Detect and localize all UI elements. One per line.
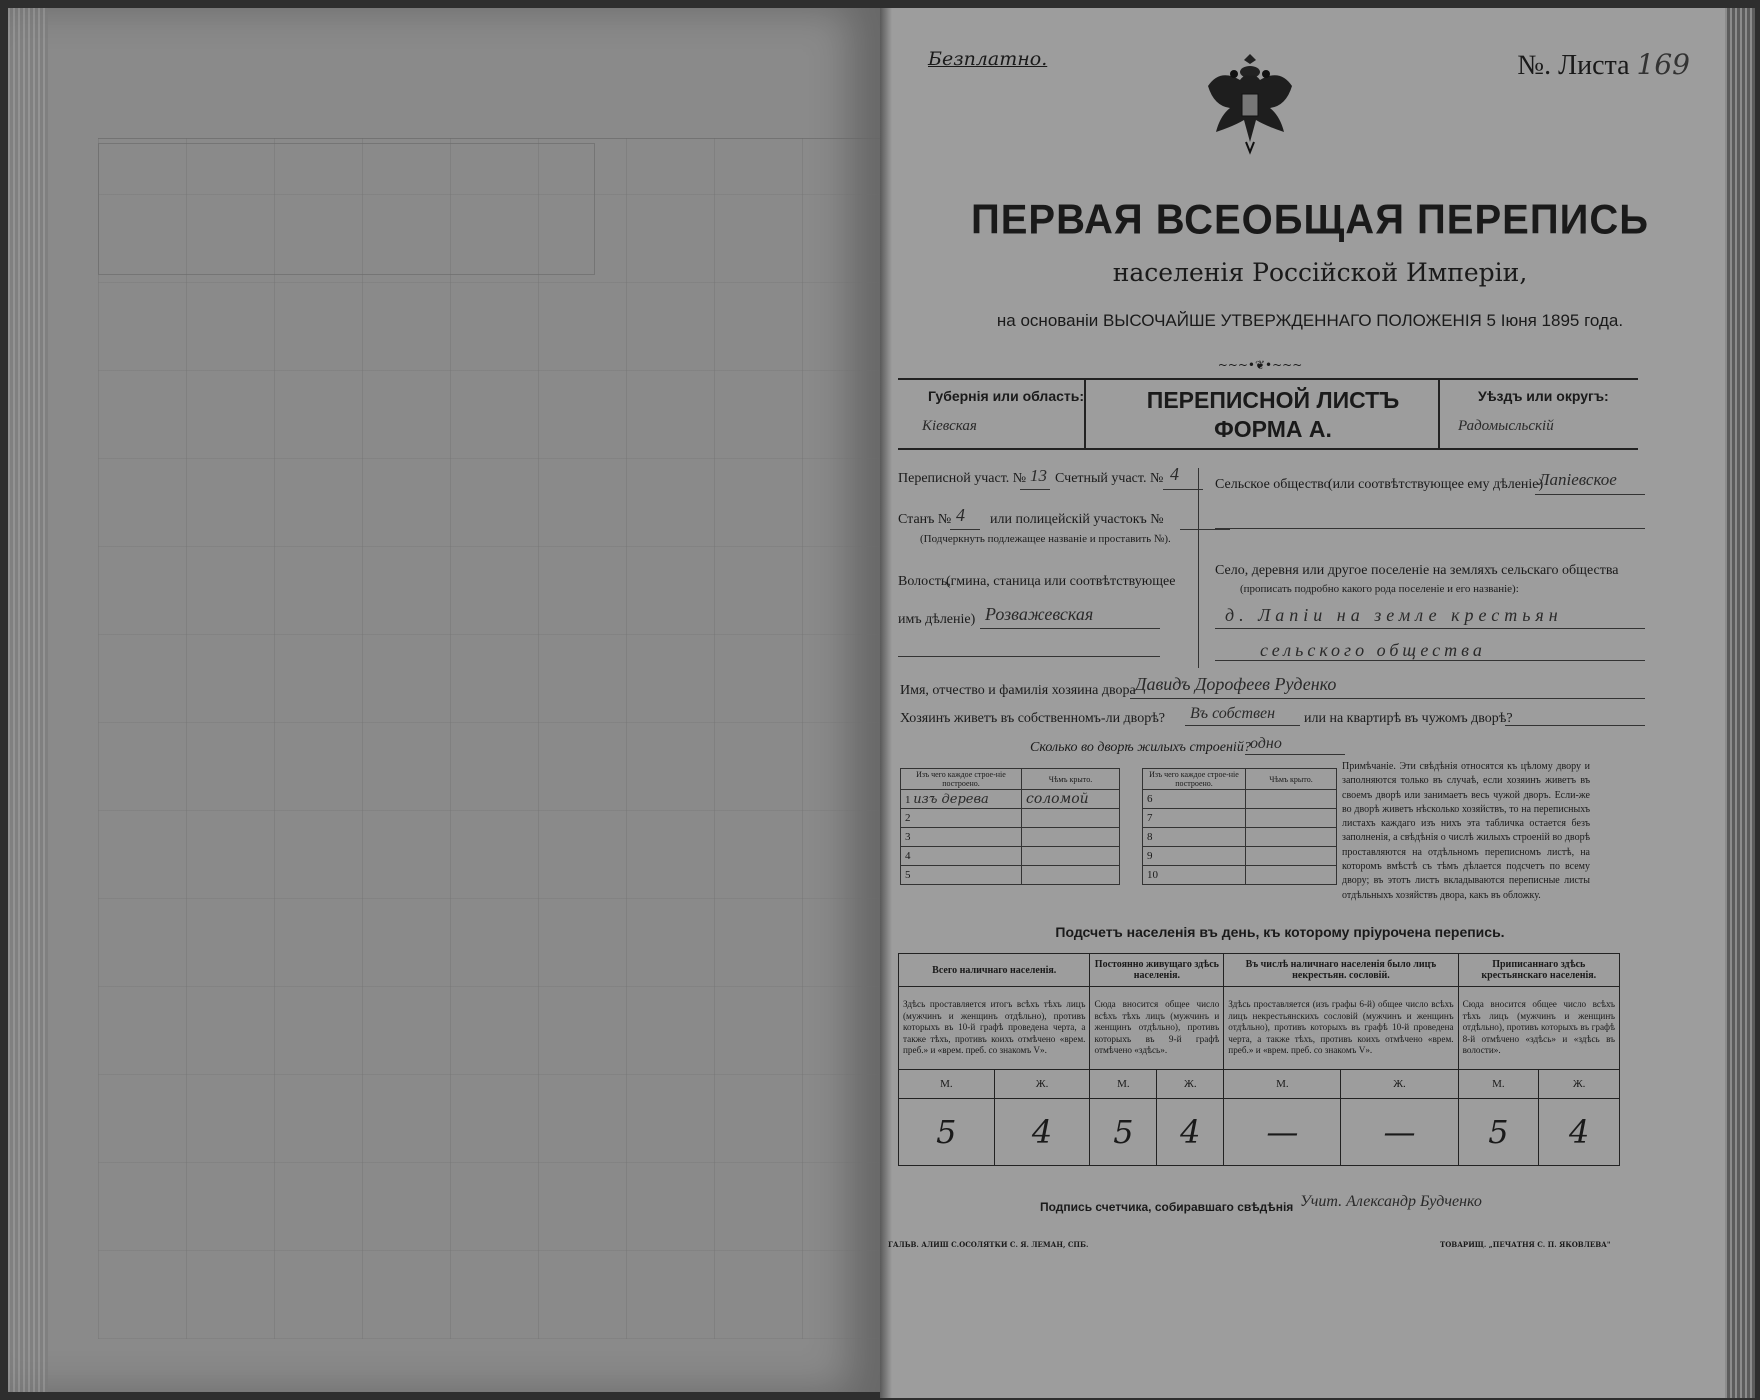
police-precinct-label: или полицейскій участокъ № xyxy=(990,512,1164,527)
buildings-table-right xyxy=(1142,768,1337,885)
table-row xyxy=(1143,866,1337,885)
row-number: 10 xyxy=(1143,866,1246,885)
col-description: Здѣсь проставляется итогъ всѣхъ тѣхъ лицъ (мужчинъ и женщинъ отдѣльно), противъ которыхъ въ 10-й графѣ проведена черта, а также тѣхъ, противъ коихъ отмѣчено «врем. преб.» и «врем. преб. со знакомъ V». xyxy=(899,987,1090,1070)
census-form-page xyxy=(880,8,1735,1398)
stan-label: Станъ № xyxy=(898,512,952,527)
form-name xyxy=(1098,386,1448,444)
male-header: М. xyxy=(899,1070,995,1099)
table-row xyxy=(1143,790,1337,809)
table-row xyxy=(901,828,1120,847)
page-stack-edge xyxy=(1725,8,1755,1398)
volost-paren: (гмина, станица или соотвѣтствующее xyxy=(946,574,1176,589)
sheet-number-value: 169 xyxy=(1636,48,1690,81)
bleed-through-grid xyxy=(98,138,888,1339)
census-district-label: Переписной участ. № xyxy=(898,471,1027,486)
row-number: 5 xyxy=(901,866,1022,885)
village-label: Село, деревня или другое поселеніе на земляхъ сельскаго общества xyxy=(1215,563,1619,578)
col-description: Сюда вносится общее число всѣхъ тѣхъ лицъ (мужчинъ и женщинъ отдѣльно), противъ которыхъ въ графѣ 8-й отмѣчено «здѣсь» и «здѣсь въ волости». xyxy=(1458,987,1619,1070)
table-row xyxy=(1143,809,1337,828)
uezd-value: Радомысльскій xyxy=(1458,418,1554,434)
society-value: Лапіевское xyxy=(1538,470,1617,489)
non-peasant-male-value: — xyxy=(1224,1099,1341,1166)
female-header: Ж. xyxy=(1157,1070,1224,1099)
row-number: 4 xyxy=(901,847,1022,866)
society-paren: (или соотвѣтствующее ему дѣленіе) xyxy=(1328,477,1544,492)
own-yard-label: Хозяинъ живетъ въ собственномъ-ли дворѣ? xyxy=(900,711,1166,726)
row-number: 9 xyxy=(1143,847,1246,866)
counting-district-label: Счетный участ. № xyxy=(1055,471,1164,486)
form-subtitle: населенія Россійской Имперіи, xyxy=(1112,258,1528,287)
col-header-material: Изъ чего каждое строе-ніе построено. xyxy=(1143,769,1246,790)
printer-imprint-left: ГАЛЬВ. АЛИШ С.ОСОЛЯТКИ С. Я. ЛЕМАН, СПБ. xyxy=(888,1240,1089,1249)
material-value: изъ дерева xyxy=(913,791,989,807)
owner-label: Имя, отчество и фамилія хозяина двора xyxy=(900,683,1136,698)
registered-female-value: 4 xyxy=(1539,1099,1620,1166)
buildings-count-label: Сколько во дворѣ жилыхъ строеній? xyxy=(1030,740,1251,755)
imperial-eagle-emblem xyxy=(1200,46,1300,158)
buildings-count-value: одно xyxy=(1250,735,1282,752)
legal-basis: на основаніи ВЫСОЧАЙШЕ УТВЕРЖДЕННАГО ПОЛОЖЕНІЯ 5 Іюня 1895 года. xyxy=(996,311,1624,330)
table-row xyxy=(901,847,1120,866)
ornament-divider: ~~~•❦•~~~ xyxy=(1217,358,1303,372)
col-description: Здѣсь проставляется (изъ графы 6-й) общее число всѣхъ лицъ некрестьянскихъ сословій (мужчинъ и женщинъ отдѣльно), противъ которыхъ въ графѣ 10-й проведена черта, а также тѣхъ, противъ коихъ отмѣчено «врем. преб.» и «врем. преб. со знакомъ V». xyxy=(1224,987,1458,1070)
counting-district-value: 4 xyxy=(1170,464,1179,484)
col-header-material: Изъ чего каждое строе-ніе построено. xyxy=(901,769,1022,790)
col-header-non-peasant: Въ числѣ наличнаго населенія было лицъ некрестьян. сословій. xyxy=(1224,954,1458,987)
row-number: 2 xyxy=(901,809,1022,828)
table-row xyxy=(901,866,1120,885)
sheet-number-label: №. Листа xyxy=(1517,50,1630,81)
permanent-male-value: 5 xyxy=(1090,1099,1157,1166)
col-header-registered-peasant: Приписаннаго здѣсь крестьянскаго населенія. xyxy=(1458,954,1619,987)
population-count-title: Подсчетъ населенія въ день, къ которому пріурочена перепись. xyxy=(1055,924,1505,940)
sheet-number xyxy=(1517,48,1690,82)
society-label: Сельское общество xyxy=(1215,477,1331,492)
female-header: Ж. xyxy=(994,1070,1090,1099)
form-header-band xyxy=(898,378,1638,450)
female-header: Ж. xyxy=(1341,1070,1458,1099)
stan-note: (Подчеркнуть подлежащее названіе и проставить №). xyxy=(920,533,1171,545)
non-peasant-female-value: — xyxy=(1341,1099,1458,1166)
col-header-present: Всего наличнаго населенія. xyxy=(899,954,1090,987)
row-number: 8 xyxy=(1143,828,1246,847)
male-header: М. xyxy=(1458,1070,1539,1099)
roof-value: соломой xyxy=(1022,790,1120,809)
uezd-label: Уѣздъ или округъ: xyxy=(1478,388,1609,404)
own-yard-value: Въ собствен xyxy=(1190,705,1276,722)
village-note: (прописать подробно какого рода поселеніе и его названіе): xyxy=(1240,583,1519,595)
binding-shadow xyxy=(880,8,892,1398)
row-number: 1 xyxy=(905,793,911,806)
village-value-line2: сельского общества xyxy=(1260,640,1486,660)
permanent-female-value: 4 xyxy=(1157,1099,1224,1166)
table-row xyxy=(901,809,1120,828)
form-main-title: ПЕРВАЯ ВСЕОБЩАЯ ПЕРЕПИСЬ xyxy=(971,196,1649,244)
row-number: 6 xyxy=(1143,790,1246,809)
printer-imprint-right: ТОВАРИЩ. „ПЕЧАТНЯ С. П. ЯКОВЛЕВА" xyxy=(1440,1240,1611,1249)
present-male-value: 5 xyxy=(899,1099,995,1166)
volost-paren-2: имъ дѣленіе) xyxy=(898,612,976,627)
village-value-line1: д. Лапіи на земле крестьян xyxy=(1225,605,1563,625)
gubernia-label: Губернія или область: xyxy=(928,388,1085,404)
form-name-line1: ПЕРЕПИСНОЙ ЛИСТЪ xyxy=(1146,387,1400,413)
enumerator-signature-label: Подпись счетчика, собиравшаго свѣдѣнія xyxy=(1040,1200,1294,1214)
census-district-value: 13 xyxy=(1030,466,1047,485)
row-number: 3 xyxy=(901,828,1022,847)
male-header: М. xyxy=(1090,1070,1157,1099)
volost-label: Волость, xyxy=(898,574,951,589)
table-row xyxy=(1143,847,1337,866)
left-page xyxy=(8,8,880,1392)
row-number: 7 xyxy=(1143,809,1246,828)
population-count-table xyxy=(898,953,1620,1166)
table-row xyxy=(1143,828,1337,847)
female-header: Ж. xyxy=(1539,1070,1620,1099)
table-row xyxy=(901,790,1120,809)
stan-value: 4 xyxy=(956,505,965,525)
col-header-roof: Чѣмъ крыто. xyxy=(1022,769,1120,790)
volost-value: Розважевская xyxy=(985,604,1094,624)
page-stack-edge xyxy=(8,8,48,1392)
owner-name-value: Давидъ Дорофеев Руденко xyxy=(1135,674,1337,694)
buildings-table-left xyxy=(900,768,1120,885)
col-description: Сюда вносится общее число всѣхъ тѣхъ лицъ (мужчинъ и женщинъ отдѣльно), противъ которыхъ въ 9-й графѣ отмѣчено «здѣсь». xyxy=(1090,987,1224,1070)
buildings-note: Примѣчаніе. Эти свѣдѣнія относятся къ цѣлому двору и заполняются только въ случаѣ, если хозяинъ живетъ въ своемъ дворѣ или занимаетъ весь чужой дворъ. Если-же во дворѣ живетъ нѣсколько хозяйствъ, то на переписныхъ листахъ каждаго изъ нихъ эта табличка остается безъ заполненія, а свѣдѣнія о числѣ жилыхъ строеній во дворѣ проставляются на отдѣльномъ переписномъ листѣ, на которомъ вмѣстѣ съ тѣмъ дѣлается подсчетъ по всему двору; въ этотъ листъ вкладываются переписные листы отдѣльныхъ хозяйствъ двора, какъ въ обложку. xyxy=(1342,761,1590,901)
enumerator-signature-value: Учит. Александр Будченко xyxy=(1300,1193,1482,1210)
form-name-line2: ФОРМА А. xyxy=(1214,416,1332,442)
free-label: Безплатно. xyxy=(928,48,1048,70)
col-header-permanent: Постоянно живущаго здѣсь населенія. xyxy=(1090,954,1224,987)
own-yard-label-2: или на квартирѣ въ чужомъ дворѣ? xyxy=(1304,711,1513,726)
present-female-value: 4 xyxy=(994,1099,1090,1166)
registered-male-value: 5 xyxy=(1458,1099,1539,1166)
col-header-roof: Чѣмъ крыто. xyxy=(1246,769,1337,790)
male-header: М. xyxy=(1224,1070,1341,1099)
gubernia-value: Кіевская xyxy=(922,418,977,434)
